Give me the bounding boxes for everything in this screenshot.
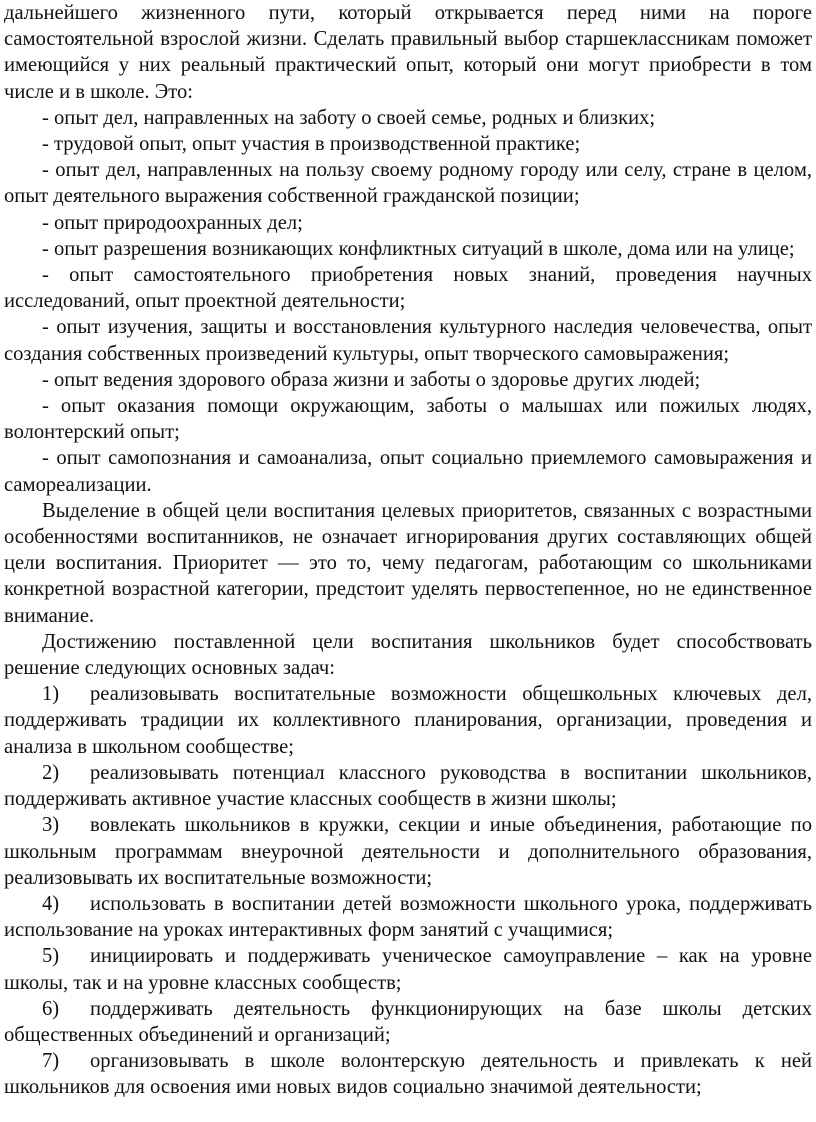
bullet-item: - опыт оказания помощи окружающим, заботы о малышах или пожилых людях, волонтерский опыт;: [4, 395, 812, 444]
bullet-item: - опыт изучения, защиты и восстановления культурного наследия человечества, опыт создания собственных произведений культуры, опыт творческого самовыражения;: [4, 316, 812, 365]
bullet-item: - опыт дел, направленных на заботу о своей семье, родных и близких;: [42, 106, 656, 129]
bullet-item: - опыт ведения здорового образа жизни и заботы о здоровье других людей;: [42, 368, 701, 391]
task-text: реализовывать потенциал классного руководства в воспитании школьников, поддерживать активное участие классных сообществ в жизни школы;: [4, 761, 812, 811]
task-number: 5): [42, 945, 60, 968]
tasks-intro-paragraph: Достижению поставленной цели воспитания школьников будет способствовать решение следующих основных задач:: [4, 630, 812, 680]
task-number: 2): [42, 761, 60, 784]
intro-paragraph: дальнейшего жизненного пути, который открывается перед ними на пороге самостоятельной взрослой жизни. Сделать правильный выбор старшеклассникам поможет имеющийся у них реальный практический опыт, который они могут приобрести в том числе и в школе. Это:: [4, 2, 812, 103]
task-item: [4, 681, 812, 760]
task-item: [4, 1048, 812, 1100]
task-text: инициировать и поддерживать ученическое самоуправление – как на уровне школы, так и на уровне классных сообществ;: [4, 945, 812, 994]
priority-paragraph: Выделение в общей цели воспитания целевых приоритетов, связанных с возрастными особенностями воспитанников, не означает игнорирования других составляющих общей цели воспитания. Приоритет — это то, чему педагогам, работающим со школьниками конкретной возрастной категории, предстоит уделять первостепенное, но не единственное внимание.: [4, 499, 812, 627]
bullet-item: - опыт дел, направленных на пользу своему родному городу или селу, стране в целом, опыт деятельного выражения собственной гражданской позиции;: [4, 159, 812, 208]
task-text: организовывать в школе волонтерскую деятельность и привлекать к ней школьников для освоения ими новых видов социально значимой деятельности;: [4, 1050, 812, 1099]
task-item: [4, 891, 812, 943]
task-item: [4, 812, 812, 891]
bullet-item: - опыт разрешения возникающих конфликтных ситуаций в школе, дома или на улице;: [42, 237, 795, 260]
task-number: 4): [42, 892, 60, 915]
task-number: 6): [42, 997, 60, 1020]
bullet-item: - опыт природоохранных дел;: [42, 211, 303, 234]
task-item: [4, 760, 812, 812]
task-item: [4, 996, 812, 1048]
task-number: 7): [42, 1050, 60, 1073]
task-item: [4, 943, 812, 995]
task-text: поддерживать деятельность функционирующих на базе школы детских общественных объединений и организаций;: [4, 997, 812, 1046]
task-number: 3): [42, 814, 60, 837]
task-number: 1): [42, 683, 60, 706]
task-text: использовать в воспитании детей возможности школьного урока, поддерживать использование на уроках интерактивных форм занятий с учащимися;: [4, 892, 812, 942]
task-text: реализовывать воспитательные возможности общешкольных ключевых дел, поддерживать традиции их коллективного планирования, организации, проведения и анализа в школьном сообществе;: [4, 683, 812, 758]
bullet-item: - опыт самостоятельного приобретения новых знаний, проведения научных исследований, опыт проектной деятельности;: [4, 264, 812, 313]
bullet-item: - трудовой опыт, опыт участия в производственной практике;: [42, 133, 581, 156]
task-text: вовлекать школьников в кружки, секции и иные объединения, работающие по школьным программам внеурочной деятельности и дополнительного образования, реализовывать их воспитательные возможности;: [4, 814, 812, 889]
bullet-item: - опыт самопознания и самоанализа, опыт социально приемлемого самовыражения и самореализации.: [4, 447, 812, 496]
